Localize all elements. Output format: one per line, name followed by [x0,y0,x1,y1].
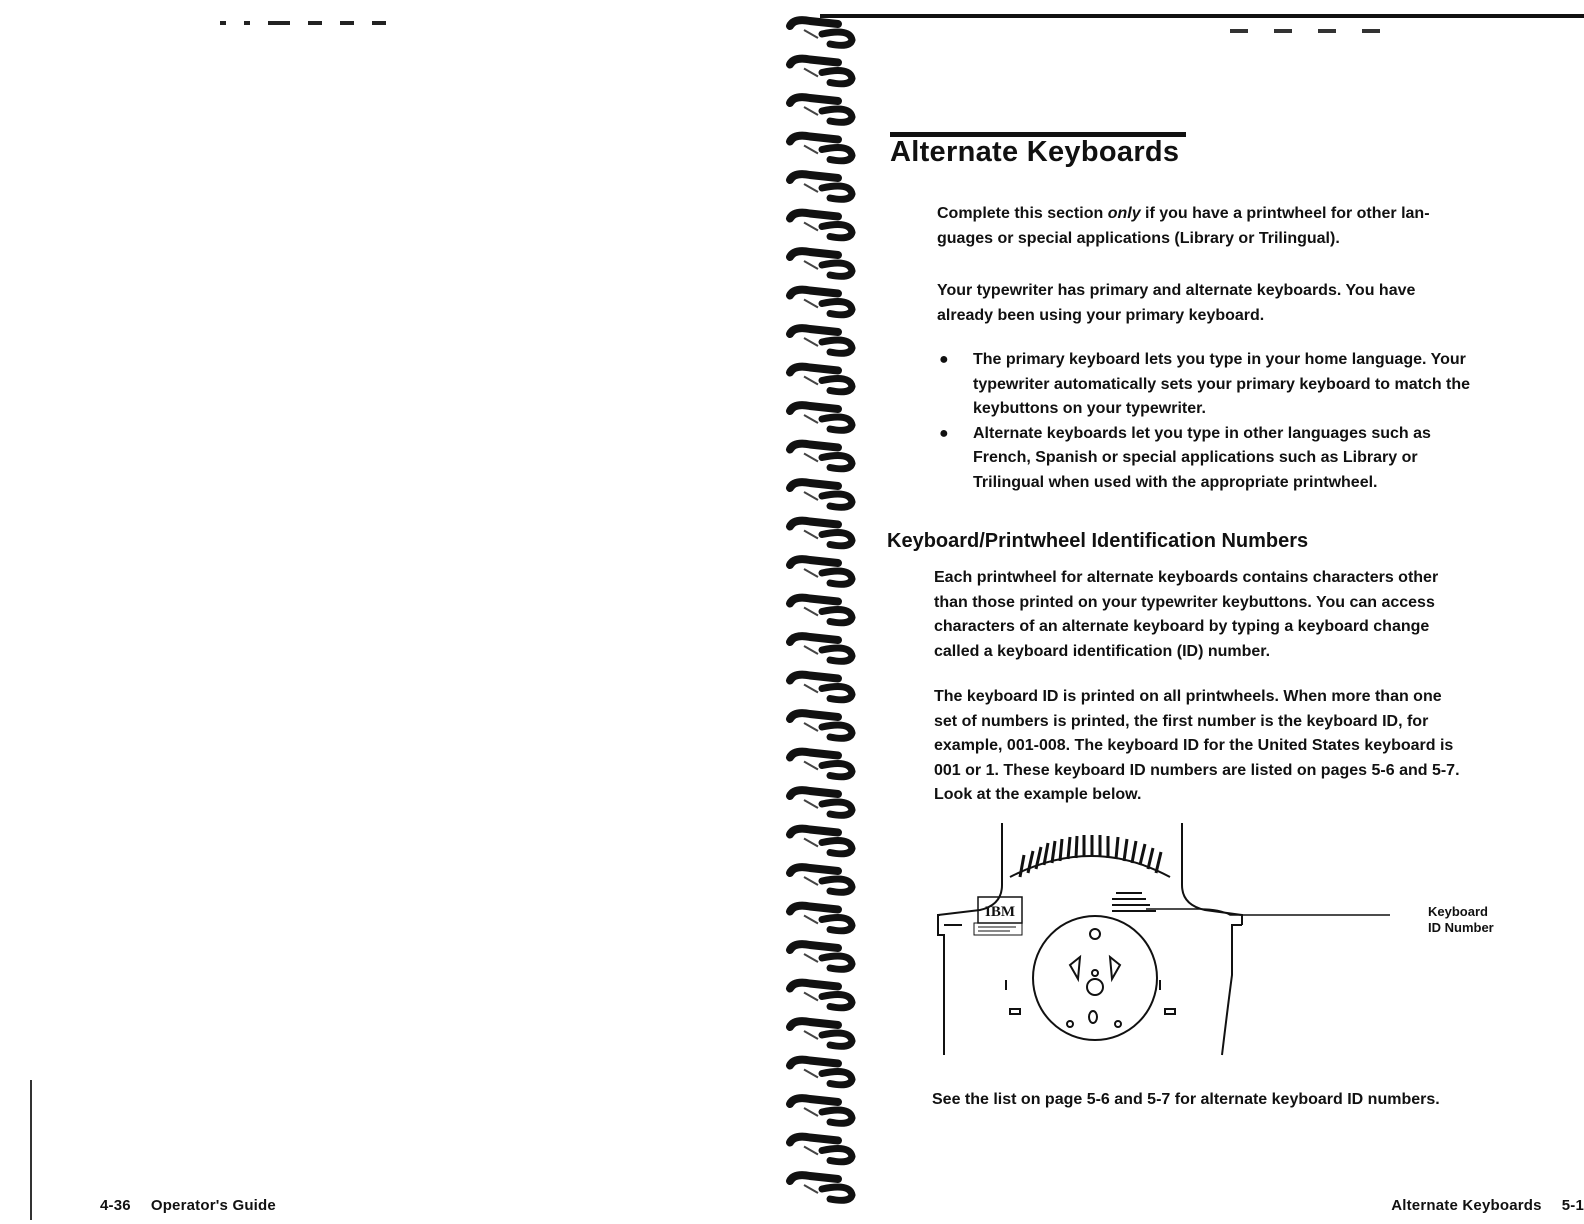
right-page [780,0,1584,1224]
keyboard-id-callout: Keyboard ID Number [1428,904,1494,935]
section-heading: Keyboard/Printwheel Identification Numbers [887,530,1309,552]
spiral-coil [790,444,852,469]
see-list-note: See the list on page 5-6 and 5-7 for alternate keyboard ID numbers. [932,1091,1440,1108]
identification-paragraph: Each printwheel for alternate keyboards contains characters other than those printed on your typewriter keybuttons. You can access characters of an alternate keyboard by typing a keyboard change called a keyboard identification (ID) number. [934,569,1439,660]
spiral-coil [790,213,852,238]
spiral-coil [790,1021,852,1046]
spiral-coil [790,59,852,84]
spiral-coil [790,97,852,122]
keyboard-bullets [937,348,1470,495]
spiral-coil [790,1098,852,1123]
bullet-dot-icon: ● [939,351,949,368]
top-rule [820,14,1584,18]
right-footer-title: Alternate Keyboards [1391,1197,1542,1214]
printwheel-illustration [920,815,1390,1065]
spiral-coil [790,521,852,546]
spiral-coil [790,405,852,430]
spiral-coil [790,752,852,777]
spiral-coil [790,482,852,507]
bullet-item: ● The primary keyboard lets you type in your home language. Your typewriter automatically sets your primary keyboard to match the keybuttons on your typewriter. [937,348,1470,422]
spiral-coil [790,290,852,315]
bullet-dot-icon: ● [939,424,949,442]
spiral-coil [790,829,852,854]
ibm-logo: IBM [985,904,1015,920]
spiral-coil [790,675,852,700]
spiral-coil [790,598,852,623]
spiral-coil [790,328,852,353]
spiral-coil [790,251,852,276]
spiral-coil [790,174,852,199]
spiral-coil [790,20,852,45]
spiral-coil [790,1060,852,1085]
intro-paragraph-1: Complete this section only if you have a printwheel for other lan- guages or special applications (Library or Trilingual). [937,205,1430,247]
left-page-footer [100,1197,276,1214]
spiral-binding [780,10,870,1224]
binding-edge-line [30,1080,32,1220]
left-footer-title: Operator's Guide [150,1197,276,1214]
bullet-item: ● Alternate keyboards let you type in other languages such as French, Spanish or special applications such as Library or Trilingual when used with the appropriate printwheel. [937,422,1470,496]
spiral-coil [790,713,852,738]
right-page-number: 5-1 [1561,1197,1584,1214]
page-title: Alternate Keyboards [890,136,1180,168]
spiral-coil [790,367,852,392]
spiral-coil [790,559,852,584]
intro-paragraph-2: Your typewriter has primary and alternate keyboards. You have already been using your primary keyboard. [937,282,1416,324]
left-page-number: 4-36 [100,1197,131,1214]
right-page-footer [1391,1197,1584,1214]
spiral-coil [790,790,852,815]
keyboard-id-paragraph: The keyboard ID is printed on all printwheels. When more than one set of numbers is printed, the first number is the keyboard ID, for example, 001-008. The keyboard ID for the United States keyboard is 001 or 1. These keyboard ID numbers are listed on pages 5-6 and 5-7. Look at the example below. [934,688,1460,803]
spiral-coil [790,1175,852,1200]
spiral-coil [790,636,852,661]
spiral-coil [790,867,852,892]
left-page [0,0,780,1224]
top-ticks [1230,20,1406,38]
spiral-coil [790,906,852,931]
spiral-coil [790,944,852,969]
spiral-coil [790,983,852,1008]
spiral-coil [790,136,852,161]
spiral-coil [790,1137,852,1162]
top-dashes [220,14,404,32]
